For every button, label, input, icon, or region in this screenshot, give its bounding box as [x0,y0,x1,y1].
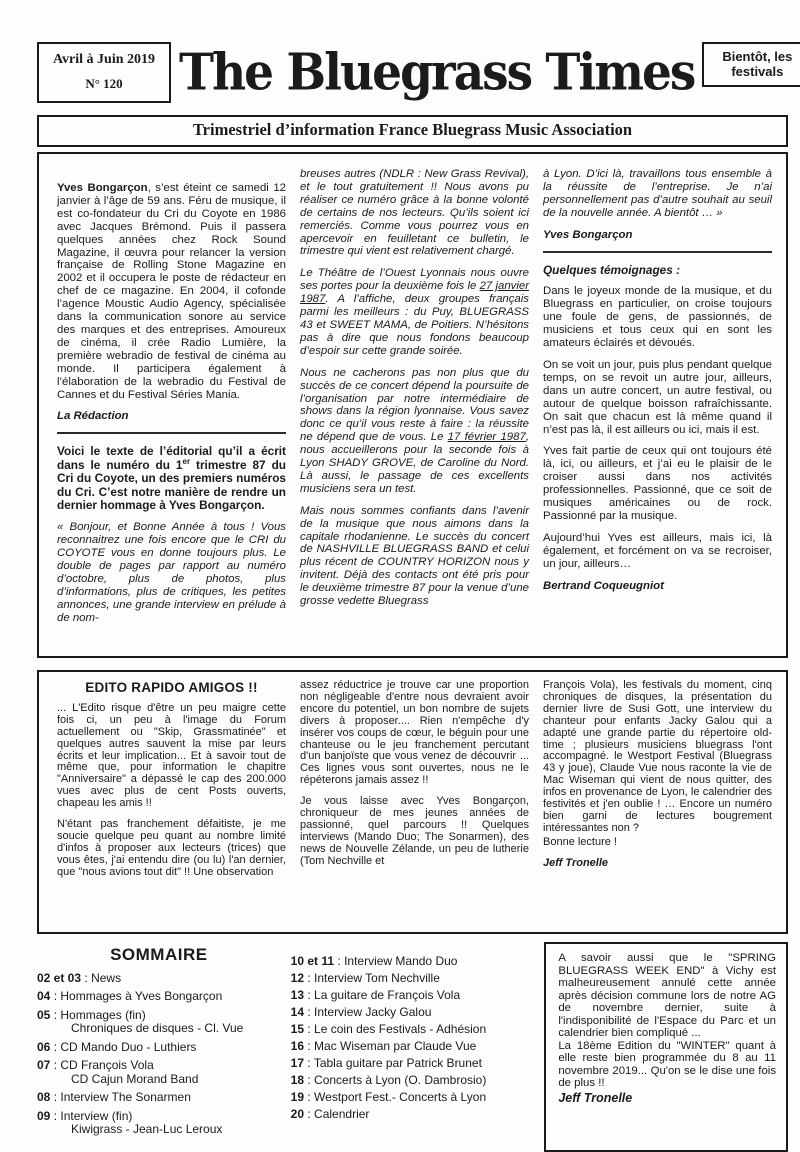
sommaire-item [37,1009,281,1036]
sommaire-entry-text: Interview (fin) [60,1108,133,1123]
sommaire-item [37,1059,281,1086]
edito-paragraph: Je vous laisse avec Yves Bongarçon, chroniqueur de mes jeunes années de passionné, quel parcours !! Quelques interviews (Mando Duo; The Sonarmen), des news de Nouvelle Zélande, un peu de lutherie (Tom Nechville et [300,795,529,867]
obituary-section [37,152,788,658]
edito-paragraph: N'étant pas franchement défaitiste, je me soucie quelque peu quant au nombre limité d'infos à proposer aux lecteurs (trices) que vous êtes, j'ai entendu dire (ou lu) l'an dernier, que "nous avions tout dit" !! Une observation [57,818,286,878]
date-underlined: 27 janvier 1987 [300,280,530,306]
subtitle-bar: Trimestriel d’information France Bluegrass Music Association [37,115,788,147]
sommaire-entry-text2: CD Cajun Morand Band [71,1071,199,1086]
sommaire-item [37,1041,281,1055]
separator: : [50,1108,61,1123]
sommaire-entry-text: Calendrier [314,1107,370,1121]
sommaire-list-middle [291,955,535,1122]
article-paragraph [57,182,286,401]
ordinal-superscript: er [182,456,191,466]
temoignages-heading: Quelques témoignages : [543,262,681,277]
sommaire-column-middle [291,942,535,1152]
sommaire-item [37,1110,281,1137]
sommaire-item [291,1057,535,1071]
sommaire-item [291,1091,535,1105]
obituary-column-2 [300,168,529,656]
sommaire-entry-text: Interview The Sonarmen [60,1090,191,1104]
page-number: 12 [290,971,305,985]
edito-column-1 [57,680,286,932]
sommaire-item [291,1006,535,1020]
sommaire-item [291,972,535,986]
article-paragraph: à Lyon. D’ici là, travaillons tous ensemble à la réussite de l’entreprise. Je n’ai personnellement pas d’autre souhait au seuil de la nouvelle année. A bientôt … » [543,168,772,219]
sommaire-entry-text: CD Mando Duo - Luthiers [60,1039,197,1054]
signature-jeff-tronelle: Jeff Tronelle [543,856,609,869]
sommaire-item [291,1040,535,1054]
separator: : [50,1090,61,1104]
page-number: 09 [37,1108,51,1123]
sommaire-entry-text: Interview Tom Nechville [314,971,440,985]
edito-paragraph: assez réductrice je trouve car une proportion non négligeable d'entre nous devraient avoir encore du potentiel, un bon nombre de sujets divers à proposer.... Rien n'empêche d'y insérer vos coups de cœur, le béguin pour une chanteuse ou le jeu franchement percutant d'un banjoïste que vous venez de découvrir ... Ces lignes vous sont ouvertes, nous ne le répéterons jamais assez !! [300,679,529,787]
issue-box [37,42,171,103]
article-paragraph: Yves fait partie de ceux qui ont toujours été là, ici, ou ailleurs, et j’ai eu le plaisir de le croiser aussi dans nos activités professionnelles. Passionné, que ce soit de musiques américaines ou de rock. Passionné par la musique. [543,445,772,522]
separator: : [50,1039,61,1054]
sommaire-column-left [37,942,281,1152]
sommaire-entry-text: Hommages à Yves Bongarçon [60,989,223,1003]
sommaire-entry-text2: Kiwigrass - Jean-Luc Leroux [71,1122,223,1136]
sommaire-item [37,1091,281,1105]
column-divider [543,251,772,253]
sommaire-entry-text: Interview Mando Duo [344,954,458,968]
article-paragraph: Mais nous sommes confiants dans l’avenir de la musique que nous aimons dans la capitale rhodanienne. Le succès du concert de NASHVILLE BLUEGRASS BAND et celui plus récent de COUNTRY HORIZON nous y invitent. Déjà des contacts ont été pris pour le deuxième trimestre 87 pour la venue d’une grosse vedette Bluegrass [300,504,529,608]
separator: : [304,988,315,1002]
sommaire-section [37,942,788,1152]
separator: : [304,1056,314,1070]
separator: : [304,971,315,985]
separator: : [304,1039,315,1053]
edito-section [37,670,788,934]
sommaire-item [291,989,535,1003]
page-number: 17 [290,1056,305,1070]
edito-column-2 [300,680,529,932]
article-paragraph: Dans le joyeux monde de la musique, et du Bluegrass en particulier, on croise toujours une foule de gens, de passionnés, de musiciens et tous ceux qui en sont les amateurs éclairés et dévoués. [543,285,772,350]
article-paragraph: breuses autres (NDLR : New Grass Revival), et le tout gratuitement !! Nous avons pu réaliser ce numéro grâce à la bonne volonté de certains de nos lecteurs. Qu’ils soient ici remerciés. Comme vous pourrez vous en apercevoir en feuilletant ce bulletin, le trimestre qui vient est relativement chargé. [300,168,529,258]
signature-bertrand-coqueugniot: Bertrand Coqueugniot [543,579,664,592]
separator: : [304,1107,315,1121]
obituary-column-1 [57,168,286,656]
sommaire-list-left [37,972,281,1137]
deceased-name: Yves Bongarçon [57,182,148,194]
page-number: 19 [290,1090,305,1104]
edito-paragraph: ... L'Edito risque d'être un peu maigre cette fois ci, un peu à l'image du Forum actuellement ou "Skip, Grassmatinée" et quelques autres sauvent la mise par leurs écrits et leur implication... Et à savoir tout de même que, pour information le chapitre "Anniversaire" a dépassé le cap des 200.000 vues avec plus de cent Posts ouverts, chapeau les amis !! [57,701,286,810]
article-paragraph: On se voit un jour, puis plus pendant quelque temps, on se revoit un autre jour, ailleurs, dans un autre concert, un autre festival, ou autour de quelque boisson rafraîchissante. On sait que chacun est là même quand il n’est pas là, il est ailleurs ou ici, mais il est. [543,358,772,436]
page-number: 02 et 03 [37,970,82,985]
notice-paragraph: A savoir aussi que le "SPRING BLUEGRASS WEEK END" à Vichy est malheureusement annulé cette année après décision commune lors de notre AG de novembre dernier, suite à l'indisponibilité de l'Espace du Parc et un calendrier bien compliqué ... [558,952,777,1039]
issue-number: N° 120 [85,76,123,91]
signature-yves-bongarcon: Yves Bongarçon [543,228,633,241]
separator: : [334,954,345,968]
page-number: 18 [290,1073,305,1087]
signature-jeff-tronelle: Jeff Tronelle [558,1090,633,1105]
article-paragraph: Nous ne cacherons pas non plus que du succès de ce concert dépend la poursuite de l’organisation par notre intermédiaire de shows dans la région lyonnaise. Vous savez donc ce qu’il vous reste à faire : la réussite ne dépend que de vous. Le 17 février 1987, nous accueillerons pour la seconde fois à Lyon SHADY GROVE, de Caroline du Nord. Là aussi, le passage de ces excellents musiciens sera un test. [300,366,529,495]
page-number: 08 [37,1090,51,1104]
editorial-intro: Voici le texte de l’éditorial qu’il a écrit dans le numéro du 1er trimestre 87 du Cri du Coyote, un des premiers numéros du Cri. C’est notre manière de rendre un dernier hommage à Yves Bongarçon. [57,444,286,512]
festival-notice-box [544,942,788,1152]
separator: : [50,989,61,1003]
page-number: 07 [37,1058,51,1072]
newsletter-title: The Bluegrass Times [179,43,695,103]
signature-la-redaction: La Rédaction [57,410,129,423]
page-number: 13 [290,988,305,1002]
sommaire-item [291,955,535,969]
sommaire-entry-text: Tabla guitare par Patrick Brunet [313,1056,482,1070]
sommaire-entry-text: Le coin des Festivals - Adhésion [314,1022,487,1036]
editorial-quote-start: « Bonjour, et Bonne Année à tous ! Vous reconnaitrez une fois encore que le CRI du COYOTE vous en donne toujours plus. Le double de pages par rapport au numéro d’octobre, plus de photos, plus d’informations, plus de critiques, les petites annonces, une grande interview en prélude à de nom- [57,521,286,624]
sommaire-entry-text: Westport Fest.- Concerts à Lyon [314,1090,487,1104]
article-paragraph: Aujourd’hui Yves est ailleurs, mais ici, là également, et forcément on va se recroiser, un jour, ailleurs… [543,531,772,570]
page-number: 10 et 11 [290,954,335,968]
page-number: 04 [37,989,51,1003]
sommaire-entry-text: CD François Vola [60,1058,154,1072]
separator: : [81,970,92,985]
separator: : [304,1090,315,1104]
teaser-box: Bientôt, les festivals [702,42,800,87]
page-number: 15 [290,1022,305,1036]
separator: : [304,1073,315,1087]
edito-paragraph: Bonne lecture ! [543,835,617,848]
masthead [37,40,793,108]
column-divider [57,432,286,434]
page-number: 06 [37,1039,51,1054]
page-number: 20 [290,1107,305,1121]
sommaire-entry-text: La guitare de François Vola [314,988,461,1002]
sommaire-entry-text: Hommages (fin) [60,1007,146,1022]
sommaire-item [291,1108,535,1122]
sommaire-entry-text2: Chroniques de disques - Cl. Vue [71,1021,244,1035]
sommaire-item [37,990,281,1004]
separator: : [50,1058,61,1072]
sommaire-entry-text: Interview Jacky Galou [314,1005,432,1019]
date-underlined: 17 février 1987 [447,431,526,444]
page-number: 16 [290,1039,305,1053]
issue-dates: Avril à Juin 2019 [52,52,156,67]
separator: : [304,1005,315,1019]
obituary-text: , s’est éteint ce samedi 12 janvier à l’âge de 59 ans. Féru de musique, il est co-fondateur du Cri du Coyote en 1986 avec Jacques Brémond. Puis il passera quelques années chez Rock Sound Magazine, il œuvra pour relancer la version française de Rolling Stone Magazine en 2002 et il occupera le poste de rédacteur en chef de ce magazine. En 2004, il cofonde l’agence Moustic Audio Agency, spécialisée dans la communication sonore au service des marques et des entreprises. Amoureux de cinéma, il crée Radio Lumière, la première webradio de festival de cinéma au monde. Il participera également à l’élaboration de la webradio du Festival de Cannes et du Festival Séries Mania. [57,182,286,401]
sommaire-entry-text: Concerts à Lyon (O. Dambrosio) [314,1073,487,1087]
sommaire-entry-text: Mac Wiseman par Claude Vue [314,1039,477,1053]
page-number: 14 [290,1005,305,1019]
article-paragraph: Le Théâtre de l’Ouest Lyonnais nous ouvre ses portes pour la deuxième fois le 27 janvier 1987. A l’affiche, deux groupes français parmi les meilleurs : du Puy, BLUEGRASS 43 et SWEET MAMA, de Poitiers. N’hésitons pas à dire que nous fondons beaucoup d’espoir sur cette grande soirée. [300,267,530,357]
sommaire-entry-text: News [91,970,122,985]
obituary-column-3 [543,168,772,656]
page-number: 05 [37,1007,51,1022]
edito-heading: EDITO RAPIDO AMIGOS !! [85,680,258,695]
edito-column-3 [543,680,772,932]
sommaire-item [291,1074,535,1088]
sommaire-column-right [544,942,788,1152]
separator: : [304,1022,315,1036]
edito-paragraph: François Vola), les festivals du moment, cinq chroniques de disques, la présentation du dernier livre de Susi Gott, une interview du chanteur pour enfants Jacky Galou qui a adapté une grande partie du répertoire old-time ; plusieurs musiciens bluegrass l'ont accompagné. le Westport Festival (Bluegrass 43 y joue), Claude Vue nous raconte la vie de Mac Wiseman qui vient de nous quitter, des infos en provenance de Lyon, le calendrier des festivités et j'en oublie ! … Encore un numéro bien garni de lectures bougrement intéressantes non ? [543,679,772,834]
notice-paragraph: La 18ème Edition du "WINTER" quant à elle reste bien programmée du 8 au 11 novembre 2019... Qu'on se le dise une fois de plus !! [558,1039,777,1089]
sommaire-heading: SOMMAIRE [110,945,208,964]
separator: : [50,1007,61,1022]
sommaire-item [37,972,281,986]
sommaire-item [291,1023,535,1037]
